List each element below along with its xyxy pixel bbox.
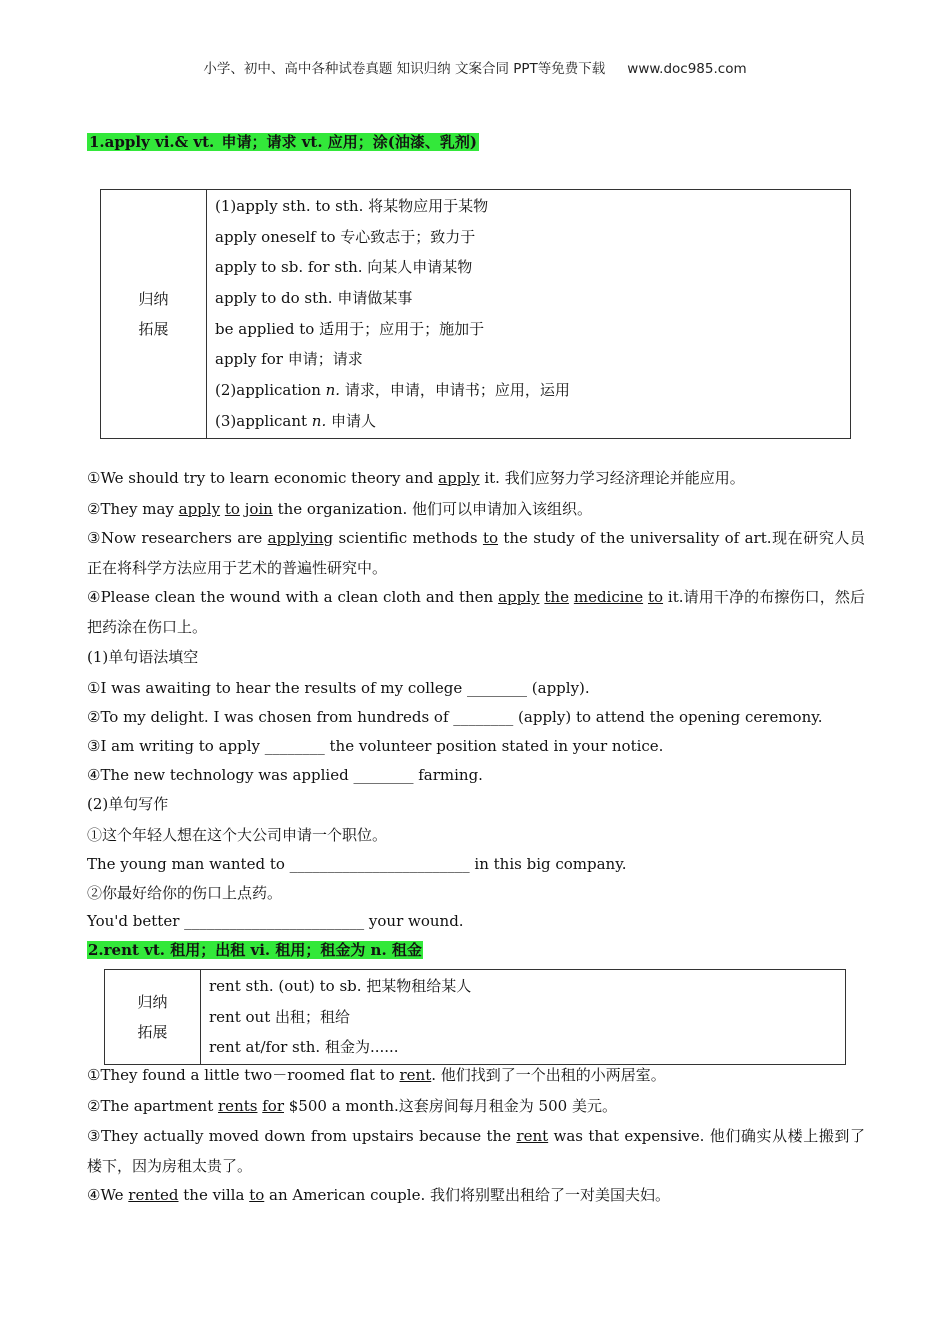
table-row: apply to sb. for sth. 向某人申请某物: [215, 258, 473, 277]
table-row: (2)application n. 请求，申请，申请书；应用，运用: [215, 381, 570, 400]
table-label: 归纳 拓展: [105, 970, 201, 1065]
exercise-title: (2)单句写作: [87, 795, 169, 813]
table-row: apply oneself to 专心致志于；致力于: [215, 227, 476, 246]
heading-prefix: 1.apply vi.& vt.: [89, 133, 220, 151]
exercise-item: ②To my delight. I was chosen from hundreds of ________ (apply) to attend the opening ceremony.: [87, 708, 823, 726]
example-sentence: ④Please clean the wound with a clean cloth and then apply the medicine to it.请用干净的布擦伤口，然后把药涂在伤口上。: [87, 588, 865, 636]
exercise-item: ④The new technology was applied ________ farming.: [87, 766, 483, 784]
exercise-item: You'd better ________________________ your wound.: [87, 912, 464, 930]
heading-highlight: 申请；请求 vt. 应用；涂(油漆、乳剂): [221, 133, 477, 151]
example-sentence: ④We rented the villa to an American couple. 我们将别墅出租给了一对美国夫妇。: [87, 1186, 670, 1204]
example-sentence: ③They actually moved down from upstairs because the rent was that expensive. 他们确实从楼上搬到了楼下，因为房租太贵了。: [87, 1127, 865, 1175]
example-sentence: ②The apartment rents for $500 a month.这套房间每月租金为 500 美元。: [87, 1097, 617, 1115]
table-row: rent at/for sth. 租金为......: [209, 1038, 399, 1057]
exercise-item: ②你最好给你的伤口上点药。: [87, 884, 283, 902]
table-row: apply for 申请；请求: [215, 350, 363, 369]
table-row: (3)applicant n. 申请人: [215, 411, 377, 430]
summary-table-1: [100, 189, 851, 439]
section1-heading: [87, 132, 479, 152]
summary-table-2: [104, 969, 846, 1065]
header-text: 小学、初中、高中各种试卷真题 知识归纳 文案合同 PPT等免费下载: [203, 61, 606, 77]
table-content: [201, 970, 846, 1065]
table-row: rent out 出租；租给: [209, 1007, 350, 1026]
exercise-item: ③I am writing to apply ________ the volunteer position stated in your notice.: [87, 737, 664, 755]
table-row: apply to do sth. 申请做某事: [215, 289, 413, 308]
table-row: (1)apply sth. to sth. 将某物应用于某物: [215, 197, 489, 215]
header-url[interactable]: www.doc985.com: [627, 61, 747, 77]
table-content: [207, 190, 851, 439]
exercise-item: ①这个年轻人想在这个大公司申请一个职位。: [87, 826, 388, 844]
example-sentence: ①We should try to learn economic theory and apply it. 我们应努力学习经济理论并能应用。: [87, 469, 745, 487]
example-sentence: ②They may apply to join the organization. 他们可以申请加入该组织。: [87, 500, 593, 518]
table-row: be applied to 适用于；应用于；施加于: [215, 319, 485, 338]
example-sentence: ③Now researchers are applying scientific methods to the study of the universality of art.现在研究人员正在将科学方法应用于艺术的普遍性研究中。: [87, 529, 865, 577]
example-sentence: ①They found a little two－roomed flat to rent. 他们找到了一个出租的小两居室。: [87, 1066, 666, 1084]
page-header: [0, 57, 950, 77]
exercise-item: The young man wanted to ________________________ in this big company.: [87, 855, 627, 873]
section2-heading: 2.rent vt. 租用；出租 vi. 租用；租金为 n. 租金: [88, 941, 422, 959]
exercise-item: ①I was awaiting to hear the results of my college ________ (apply).: [87, 679, 590, 697]
table-label: 归纳 拓展: [101, 190, 207, 439]
exercise-title: (1)单句语法填空: [87, 648, 199, 666]
table-row: rent sth. (out) to sb. 把某物租给某人: [209, 977, 472, 995]
